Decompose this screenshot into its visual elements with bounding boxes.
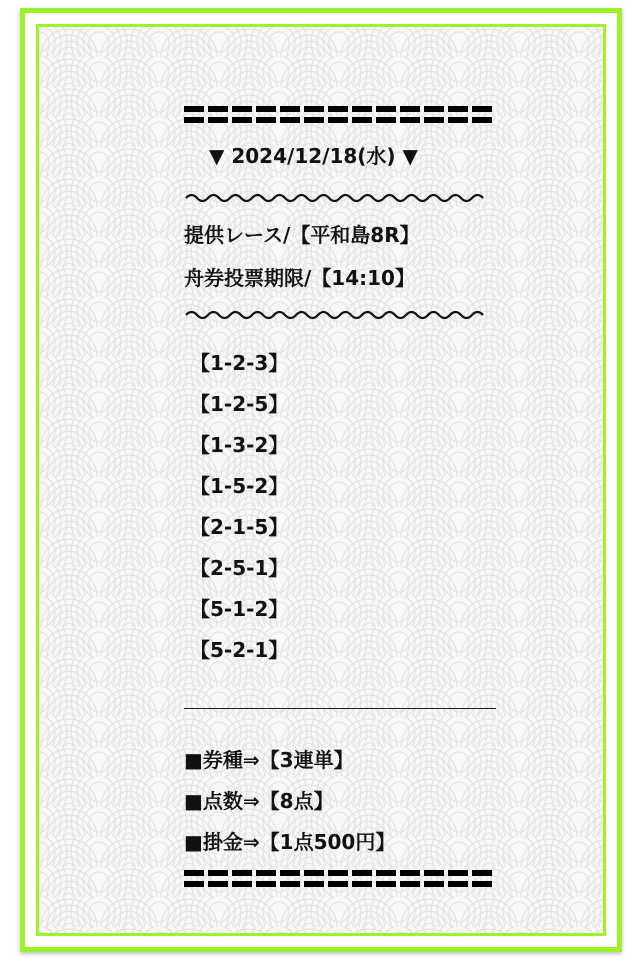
pick-item: 【1-2-3】: [190, 351, 289, 375]
rule-bar: [184, 870, 492, 876]
bottom-double-rule: [184, 870, 492, 888]
summary-divider: [184, 708, 496, 709]
stake-line: ■掛金⇒【1点500円】: [184, 830, 396, 854]
rule-bar: [184, 881, 492, 887]
pick-item: 【1-3-2】: [190, 433, 289, 457]
points-line: ■点数⇒【8点】: [184, 789, 334, 813]
race-value: 【平和島8R】: [290, 223, 420, 247]
rule-bar: [184, 106, 492, 112]
top-double-rule: [184, 106, 492, 124]
pick-item: 【2-5-1】: [190, 556, 289, 580]
pick-item: 【5-2-1】: [190, 638, 289, 662]
pick-item: 【1-5-2】: [190, 474, 289, 498]
deadline-label: 舟券投票期限/: [184, 266, 312, 290]
deadline-value: 【14:10】: [311, 266, 415, 290]
wave-divider-bottom: [184, 308, 492, 322]
rule-bar: [184, 117, 492, 123]
pick-item: 【5-1-2】: [190, 597, 289, 621]
deadline-line: [184, 266, 415, 290]
inner-frame: [36, 24, 606, 936]
race-line: [184, 223, 420, 247]
bet-type-line: ■券種⇒【3連単】: [184, 748, 354, 772]
pick-item: 【1-2-5】: [190, 392, 289, 416]
ticket-content: [39, 27, 603, 933]
race-label: 提供レース/: [184, 223, 291, 247]
date-line: ▼ 2024/12/18(水) ▼: [209, 144, 418, 168]
wave-divider-top: [184, 191, 492, 205]
outer-frame: [20, 8, 622, 952]
pick-list: [190, 351, 288, 679]
pick-item: 【2-1-5】: [190, 515, 289, 539]
